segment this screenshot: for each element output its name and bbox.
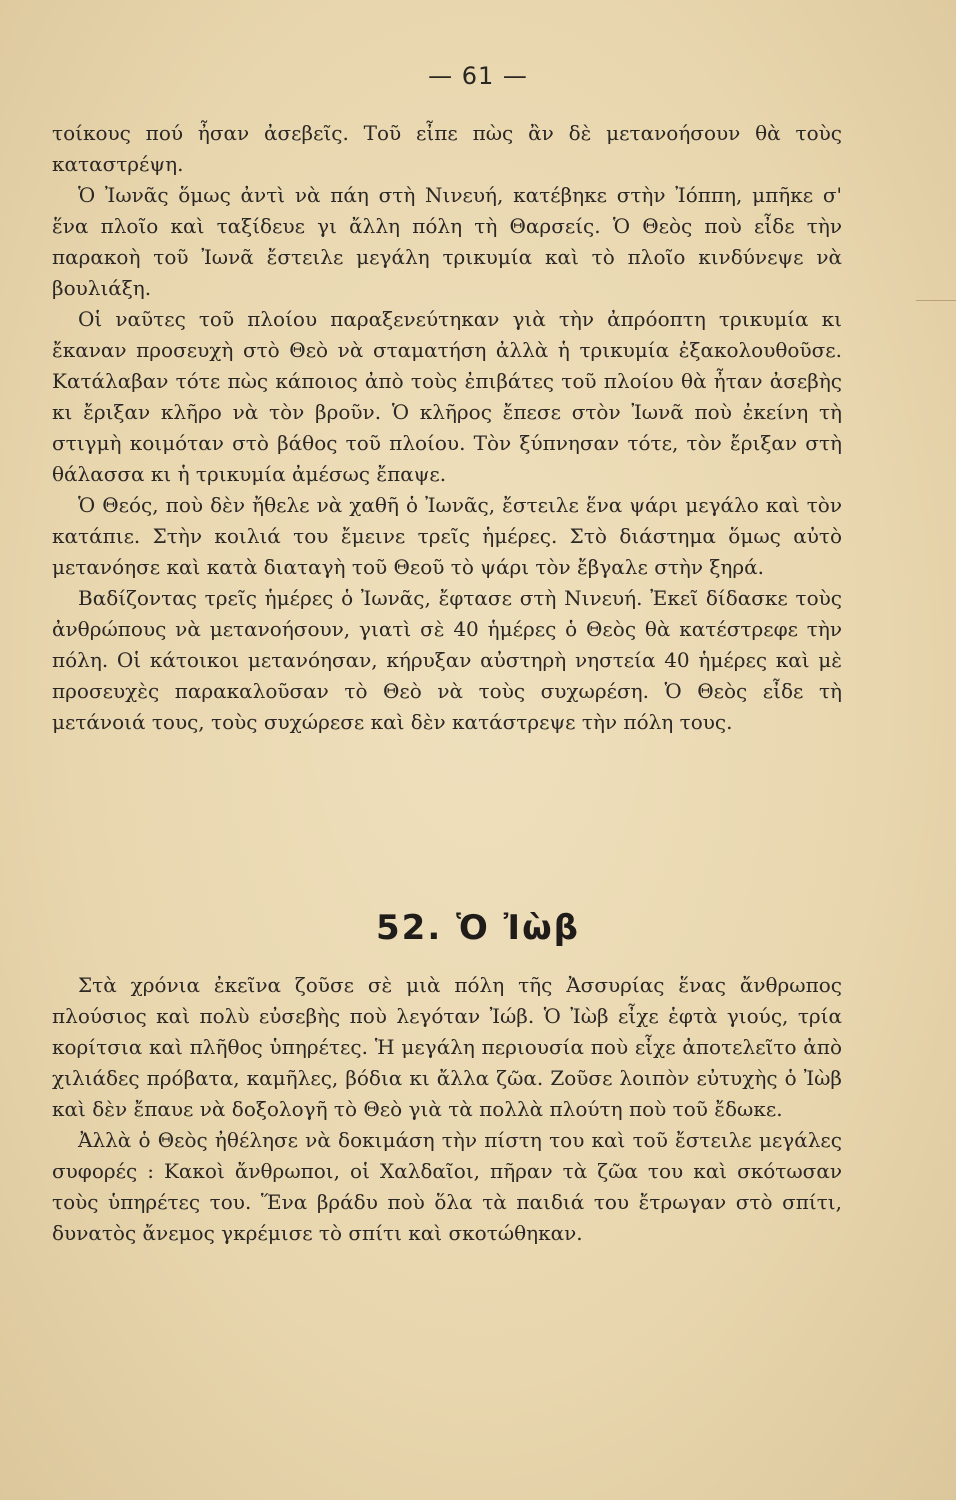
paragraph: τοίκους πού ἦσαν ἀσεβεῖς. Τοῦ εἶπε πὼς ἂν δὲ μετανοήσουν θὰ τοὺς καταστρέψη. bbox=[52, 121, 842, 176]
paragraph: Στὰ χρόνια ἐκεῖνα ζοῦσε σὲ μιὰ πόλη τῆς Ἀσσυρίας ἕνας ἄνθρωπος πλούσιος καὶ πολὺ εὐσεβὴς ποὺ λεγόταν Ἰώβ. Ὁ Ἰὼβ εἶχε ἑφτὰ γιούς, τρία κορίτσια καὶ πλῆθος ὑπηρέτες. Ἡ μεγάλη περιουσία ποὺ εἶχε ἀποτελεῖτο ἀπὸ χιλιάδες πρόβατα, καμῆλες, βόδια κι ἄλλα ζῶα. Ζοῦσε λοιπὸν εὐτυχὴς ὁ Ἰὼβ καὶ δὲν ἔπαυε νὰ δοξολογῆ τὸ Θεὸ γιὰ τὰ πολλὰ πλούτη ποὺ τοῦ ἔδωκε. bbox=[52, 973, 842, 1121]
text-block-top bbox=[52, 118, 842, 738]
paragraph: Βαδίζοντας τρεῖς ἡμέρες ὁ Ἰωνᾶς, ἔφτασε στὴ Νινευή. Ἐκεῖ δίδασκε τοὺς ἀνθρώπους νὰ μετανοήσουν, γιατὶ σὲ 40 ἡμέρες ὁ Θεὸς θὰ κατέστρεφε τὴν πόλη. Οἱ κάτοικοι μετανόησαν, κήρυξαν αὐστηρὴ νηστεία 40 ἡμέρες καὶ μὲ προσευχὲς παρακαλοῦσαν τὸ Θεὸ νὰ τοὺς συχωρέση. Ὁ Θεὸς εἶδε τὴ μετάνοιά τους, τοὺς συχώρεσε καὶ δὲν κατάστρεψε τὴν πόλη τους. bbox=[52, 586, 842, 734]
page-number: — 61 — bbox=[428, 62, 528, 90]
paragraph: Οἱ ναῦτες τοῦ πλοίου παραξενεύτηκαν γιὰ τὴν ἀπρόοπτη τρικυμία κι ἔκαναν προσευχὴ στὸ Θεὸ νὰ σταματήση ἀλλὰ ἡ τρικυμία ἐξακολουθοῦσε. Κατάλαβαν τότε πὼς κάποιος ἀπὸ τοὺς ἐπιβάτες τοῦ πλοίου θὰ ἦταν ἀσεβὴς κι ἔριξαν κλῆρο νὰ τὸν βροῦν. Ὁ κλῆρος ἔπεσε στὸν Ἰωνᾶ ποὺ ἐκείνη τὴ στιγμὴ κοιμόταν στὸ βάθος τοῦ πλοίου. Τὸν ξύπνησαν τότε, τὸν ἔριξαν στὴ θάλασσα κι ἡ τρικυμία ἀμέσως ἔπαψε. bbox=[52, 307, 842, 486]
text-block-bottom bbox=[52, 970, 842, 1249]
paragraph: Ἀλλὰ ὁ Θεὸς ἠθέλησε νὰ δοκιμάση τὴν πίστη του καὶ τοῦ ἔστειλε μεγάλες συφορές : Κακοὶ ἄνθρωποι, οἱ Χαλδαῖοι, πῆραν τὰ ζῶα του καὶ σκότωσαν τοὺς ὑπηρέτες του. Ἕνα βράδυ ποὺ ὅλα τὰ παιδιά του ἔτρωγαν στὸ σπίτι, δυνατὸς ἄνεμος γκρέμισε τὸ σπίτι καὶ σκοτώθηκαν. bbox=[52, 1128, 842, 1245]
margin-mark bbox=[916, 300, 956, 301]
section-title: 52. Ὁ Ἰὼβ bbox=[376, 908, 580, 948]
paragraph: Ὁ Ἰωνᾶς ὅμως ἀντὶ νὰ πάη στὴ Νινευή, κατέβηκε στὴν Ἰόππη, μπῆκε σ' ἕνα πλοῖο καὶ ταξίδευε γι ἄλλη πόλη τὴ Θαρσείς. Ὁ Θεὸς ποὺ εἶδε τὴν παρακοὴ τοῦ Ἰωνᾶ ἔστειλε μεγάλη τρικυμία καὶ τὸ πλοῖο κινδύνεψε νὰ βουλιάξη. bbox=[52, 183, 842, 300]
paragraph: Ὁ Θεός, ποὺ δὲν ἤθελε νὰ χαθῆ ὁ Ἰωνᾶς, ἔστειλε ἕνα ψάρι μεγάλο καὶ τὸν κατάπιε. Στὴν κοιλιά του ἔμεινε τρεῖς ἡμέρες. Στὸ διάστημα ὅμως αὐτὸ μετανόησε καὶ κατὰ διαταγὴ τοῦ Θεοῦ τὸ ψάρι τὸν ἔβγαλε στὴν ξηρά. bbox=[52, 493, 842, 579]
